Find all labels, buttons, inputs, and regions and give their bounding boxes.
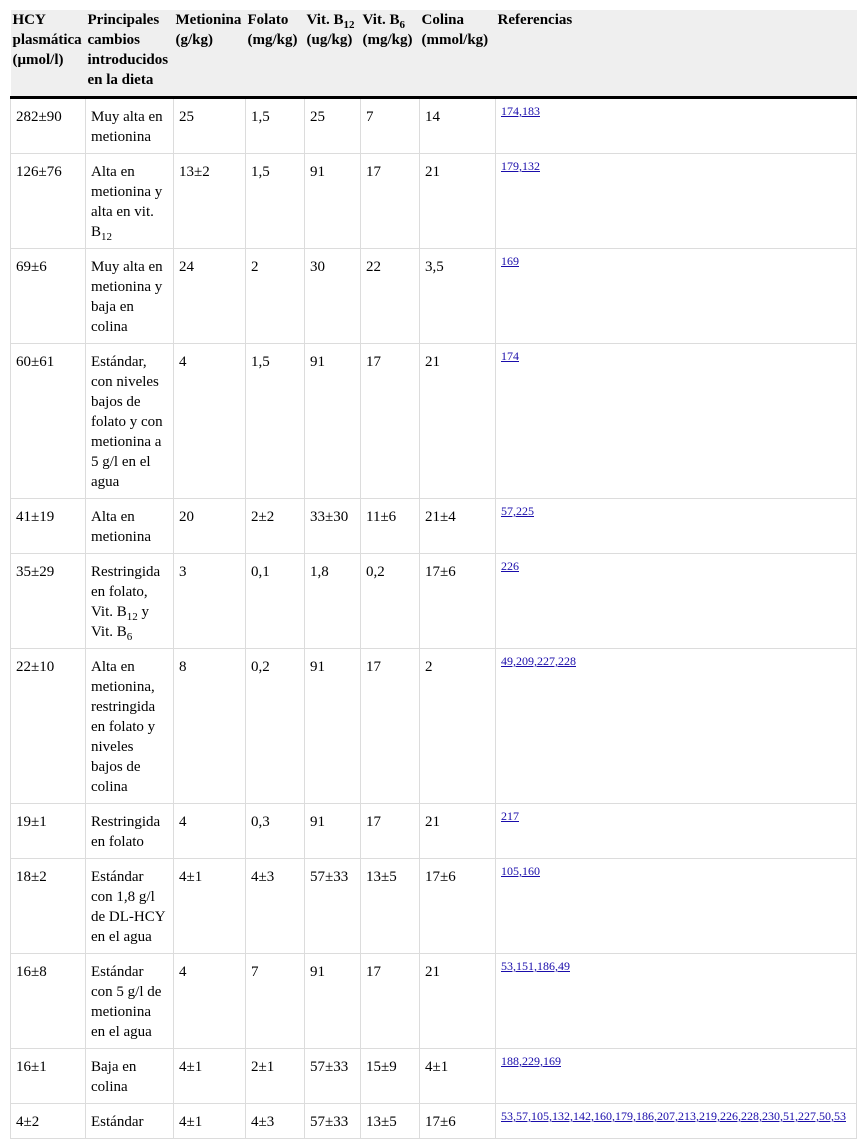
cell-hcy: 282±90 [11, 98, 86, 154]
table-row [11, 1104, 857, 1139]
reference-link[interactable]: 226 [496, 554, 857, 649]
cell-cambio: Muy alta en metionina [86, 98, 174, 154]
cell-folato: 2 [246, 249, 305, 344]
cell-vit-b6: 13±5 [361, 859, 420, 954]
cell-vit-b12: 33±30 [305, 499, 361, 554]
reference-link[interactable]: 174,183 [496, 98, 857, 154]
cell-cambio: Estándar con 5 g/l de metionina en el agua [86, 954, 174, 1049]
cell-vit-b12: 91 [305, 954, 361, 1049]
cell-folato: 0,3 [246, 804, 305, 859]
cell-hcy: 16±1 [11, 1049, 86, 1104]
cell-cambio: Baja en colina [86, 1049, 174, 1104]
cell-metionina: 4±1 [174, 1049, 246, 1104]
cell-vit-b6: 17 [361, 804, 420, 859]
cell-folato: 7 [246, 954, 305, 1049]
cell-vit-b12: 91 [305, 344, 361, 499]
cell-colina: 14 [420, 98, 496, 154]
cell-vit-b12: 91 [305, 804, 361, 859]
cell-colina: 21 [420, 954, 496, 1049]
cell-folato: 0,2 [246, 649, 305, 804]
cell-vit-b6: 22 [361, 249, 420, 344]
header-vit-b12: Vit. $B_{12}$ (ug/kg) [305, 10, 361, 98]
reference-link[interactable]: 169 [496, 249, 857, 344]
cell-folato: 4±3 [246, 859, 305, 954]
reference-link[interactable]: 49,209,227,228 [496, 649, 857, 804]
reference-link[interactable]: 179,132 [496, 154, 857, 249]
cell-colina: 4±1 [420, 1049, 496, 1104]
cell-colina: 17±6 [420, 1104, 496, 1139]
cell-hcy: 16±8 [11, 954, 86, 1049]
table-row [11, 344, 857, 499]
cell-metionina: 20 [174, 499, 246, 554]
cell-metionina: 4 [174, 804, 246, 859]
data-table [10, 10, 857, 1139]
table-row [11, 1049, 857, 1104]
cell-cambio: Estándar, con niveles bajos de folato y con metionina a 5 g/l en el agua [86, 344, 174, 499]
cell-folato: 2±2 [246, 499, 305, 554]
table-row [11, 954, 857, 1049]
cell-vit-b12: 57±33 [305, 859, 361, 954]
header-cambios: Principales cambios introducidos en la dieta [86, 10, 174, 98]
cell-hcy: 35±29 [11, 554, 86, 649]
reference-link[interactable]: 217 [496, 804, 857, 859]
cell-metionina: 4±1 [174, 859, 246, 954]
cell-metionina: 13±2 [174, 154, 246, 249]
header-folato: Folato (mg/kg) [246, 10, 305, 98]
cell-colina: 17±6 [420, 554, 496, 649]
table-row [11, 804, 857, 859]
cell-vit-b6: 17 [361, 154, 420, 249]
header-vit-b6: Vit. $B_6$ (mg/kg) [361, 10, 420, 98]
cell-vit-b6: 7 [361, 98, 420, 154]
cell-cambio: Estándar [86, 1104, 174, 1139]
cell-colina: 21±4 [420, 499, 496, 554]
cell-vit-b12: 1,8 [305, 554, 361, 649]
cell-cambio: Alta en metionina, restringida en folato y niveles bajos de colina [86, 649, 174, 804]
header-row [11, 10, 857, 98]
reference-link[interactable]: 188,229,169 [496, 1049, 857, 1104]
table-row [11, 154, 857, 249]
table-row [11, 649, 857, 804]
cell-hcy: 69±6 [11, 249, 86, 344]
cell-folato: 4±3 [246, 1104, 305, 1139]
cell-hcy: 22±10 [11, 649, 86, 804]
cell-vit-b6: 17 [361, 954, 420, 1049]
cell-folato: 1,5 [246, 154, 305, 249]
header-metionina: Metionina (g/kg) [174, 10, 246, 98]
cell-metionina: 4 [174, 954, 246, 1049]
cell-vit-b12: 25 [305, 98, 361, 154]
cell-metionina: 25 [174, 98, 246, 154]
cell-colina: 3,5 [420, 249, 496, 344]
table-row [11, 859, 857, 954]
cell-metionina: 4±1 [174, 1104, 246, 1139]
cell-metionina: 3 [174, 554, 246, 649]
cell-colina: 21 [420, 344, 496, 499]
table-row [11, 499, 857, 554]
cell-hcy: 18±2 [11, 859, 86, 954]
cell-vit-b6: 0,2 [361, 554, 420, 649]
cell-cambio: Estándar con 1,8 g/l de DL-HCY en el agua [86, 859, 174, 954]
cell-folato: 2±1 [246, 1049, 305, 1104]
reference-link[interactable]: 53,57,105,132,142,160,179,186,207,213,219,226,228,230,51,227,50,53 [496, 1104, 857, 1139]
reference-link[interactable]: 105,160 [496, 859, 857, 954]
table-row [11, 98, 857, 154]
cell-colina: 21 [420, 804, 496, 859]
reference-link[interactable]: 174 [496, 344, 857, 499]
cell-metionina: 4 [174, 344, 246, 499]
cell-vit-b6: 17 [361, 649, 420, 804]
cell-hcy: 126±76 [11, 154, 86, 249]
cell-folato: 1,5 [246, 98, 305, 154]
cell-vit-b6: 17 [361, 344, 420, 499]
cell-vit-b12: 91 [305, 649, 361, 804]
cell-colina: 2 [420, 649, 496, 804]
reference-link[interactable]: 57,225 [496, 499, 857, 554]
cell-vit-b12: 57±33 [305, 1104, 361, 1139]
cell-vit-b6: 13±5 [361, 1104, 420, 1139]
cell-vit-b12: 30 [305, 249, 361, 344]
header-colina: Colina (mmol/kg) [420, 10, 496, 98]
cell-vit-b6: 15±9 [361, 1049, 420, 1104]
cell-cambio: Alta en metionina y alta en vit. $B_{12}$ [86, 154, 174, 249]
cell-colina: 21 [420, 154, 496, 249]
cell-folato: 0,1 [246, 554, 305, 649]
cell-metionina: 24 [174, 249, 246, 344]
table-container [10, 10, 856, 1139]
cell-cambio: Restringida en folato, Vit. $B_{12}$ y Vit. $B_6$ [86, 554, 174, 649]
cell-vit-b12: 57±33 [305, 1049, 361, 1104]
cell-hcy: 4±2 [11, 1104, 86, 1139]
cell-vit-b12: 91 [305, 154, 361, 249]
cell-hcy: 19±1 [11, 804, 86, 859]
cell-vit-b6: 11±6 [361, 499, 420, 554]
cell-metionina: 8 [174, 649, 246, 804]
header-hcy: HCY plasmática (μmol/l) [11, 10, 86, 98]
cell-colina: 17±6 [420, 859, 496, 954]
cell-cambio: Alta en metionina [86, 499, 174, 554]
header-referencias: Referencias [496, 10, 857, 98]
reference-link[interactable]: 53,151,186,49 [496, 954, 857, 1049]
table-row [11, 554, 857, 649]
cell-folato: 1,5 [246, 344, 305, 499]
cell-cambio: Restringida en folato [86, 804, 174, 859]
table-row [11, 249, 857, 344]
cell-hcy: 41±19 [11, 499, 86, 554]
cell-cambio: Muy alta en metionina y baja en colina [86, 249, 174, 344]
cell-hcy: 60±61 [11, 344, 86, 499]
